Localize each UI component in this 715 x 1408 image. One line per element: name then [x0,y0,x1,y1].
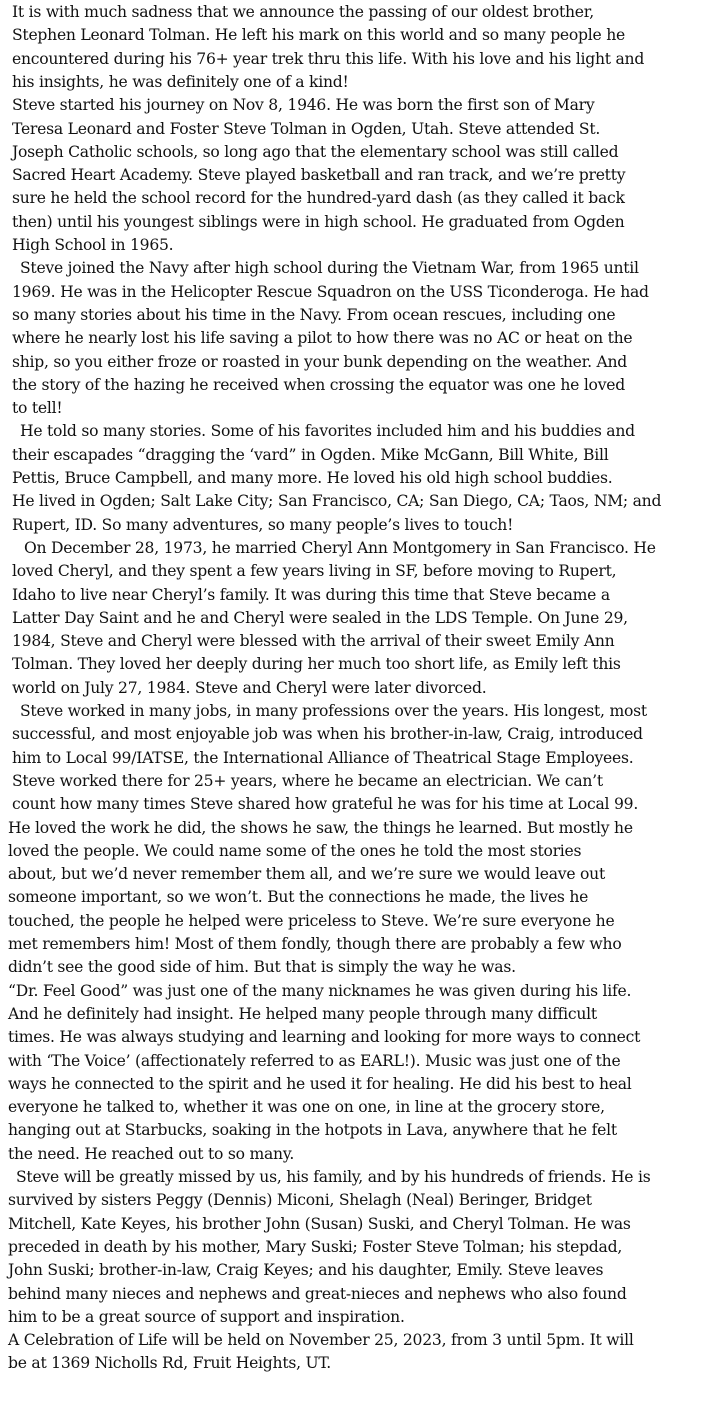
obituary-line: him to Local 99/IATSE, the International Alliance of Theatrical Stage Employees. [12,748,634,767]
obituary-line: sure he held the school record for the hundred-yard dash (as they called it back [12,189,625,208]
obituary-line: Teresa Leonard and Foster Steve Tolman in Ogden, Utah. Steve attended St. [12,119,601,138]
obituary-line: Steve worked in many jobs, in many professions over the years. His longest, most [20,702,647,720]
obituary-line: someone important, so we won’t. But the connections he made, the lives he [8,888,589,907]
obituary-line: 1984, Steve and Cheryl were blessed with the arrival of their sweet Emily Ann [12,632,615,651]
obituary-line: Latter Day Saint and he and Cheryl were sealed in the LDS Temple. On June 29, [12,608,628,627]
obituary-line: behind many nieces and nephews and great-nieces and nephews who also found [8,1284,627,1303]
obituary-line: Steve joined the Navy after high school during the Vietnam War, from 1965 until [20,259,639,278]
obituary-line: his insights, he was definitely one of a kind! [12,72,349,91]
obituary-line: Steve started his journey on Nov 8, 1946. He was born the first son of Mary [12,96,595,115]
obituary-line: about, but we’d never remember them all, and we’re sure we would leave out [8,865,605,884]
obituary-line: He loved the work he did, the shows he saw, the things he learned. But mostly he [8,818,633,837]
obituary-line: times. He was always studying and learning and looking for more ways to connect [8,1028,641,1047]
obituary-line: John Suski; brother-in-law, Craig Keyes; and his daughter, Emily. Steve leaves [8,1261,604,1280]
obituary-line: to tell! [12,399,63,418]
obituary-line: with ‘The Voice’ (affectionately referred to as EARL!). Music was just one of the [8,1051,621,1070]
obituary-line: him to be a great source of support and inspiration. [8,1307,405,1326]
obituary-line: ways he connected to the spirit and he used it for healing. He did his best to heal [8,1074,632,1093]
obituary-line: High School in 1965. [12,236,174,254]
obituary-line: everyone he talked to, whether it was one on one, in line at the grocery store, [8,1098,605,1117]
obituary-line: ship, so you either froze or roasted in your bunk depending on the weather. And [12,352,628,371]
obituary-line: On December 28, 1973, he married Cheryl Ann Montgomery in San Francisco. He [24,538,656,557]
obituary-line: 1969. He was in the Helicopter Rescue Squadron on the USS Ticonderoga. He had [12,282,649,301]
obituary-line: the story of the hazing he received when crossing the equator was one he loved [12,375,625,394]
obituary-line: be at 1369 Nicholls Rd, Fruit Heights, UT. [8,1354,331,1373]
obituary-line: Sacred Heart Academy. Steve played basketball and ran track, and we’re pretty [12,166,626,185]
obituary-line: their escapades “dragging the ‘vard” in Ogden. Mike McGann, Bill White, Bill [12,445,609,464]
obituary-line: touched, the people he helped were priceless to Steve. We’re sure everyone he [8,911,615,930]
obituary-line: count how many times Steve shared how grateful he was for his time at Local 99. [12,795,639,814]
obituary-line: Idaho to live near Cheryl’s family. It was during this time that Steve became a [12,585,610,604]
obituary-line: didn’t see the good side of him. But that is simply the way he was. [8,958,516,977]
obituary-line: Stephen Leonard Tolman. He left his mark on this world and so many people he [12,26,625,45]
obituary-line: then) until his youngest siblings were in high school. He graduated from Ogden [12,212,625,231]
obituary-line: A Celebration of Life will be held on November 25, 2023, from 3 until 5pm. It will [8,1331,634,1350]
obituary-line: met remembers him! Most of them fondly, though there are probably a few who [8,935,622,953]
obituary-line: He told so many stories. Some of his favorites included him and his buddies and [20,422,635,441]
obituary-line: Rupert, ID. So many adventures, so many people’s lives to touch! [12,515,514,534]
obituary-line: where he nearly lost his life saving a pilot to how there was no AC or heat on the [12,329,633,348]
obituary-line: Joseph Catholic schools, so long ago that the elementary school was still called [12,142,619,161]
obituary-line: the need. He reached out to so many. [8,1144,295,1163]
obituary-line: preceded in death by his mother, Mary Suski; Foster Steve Tolman; his stepdad, [8,1237,623,1256]
obituary-line: It is with much sadness that we announce the passing of our oldest brother, [12,3,594,21]
obituary-line: loved Cheryl, and they spent a few years living in SF, before moving to Rupert, [12,562,617,581]
obituary-line: world on July 27, 1984. Steve and Cheryl were later divorced. [12,678,487,697]
obituary-line: survived by sisters Peggy (Dennis) Miconi, Shelagh (Neal) Beringer, Bridget [8,1191,592,1210]
obituary-line: successful, and most enjoyable job was when his brother-in-law, Craig, introduced [12,725,643,744]
obituary-line: “Dr. Feel Good” was just one of the many nicknames he was given during his life. [8,981,632,1000]
obituary-line: Tolman. They loved her deeply during her much too short life, as Emily left this [12,655,621,674]
obituary-line: loved the people. We could name some of the ones he told the most stories [8,841,582,860]
obituary-line: encountered during his 76+ year trek thru this life. With his love and his light and [12,49,645,68]
obituary-line: so many stories about his time in the Navy. From ocean rescues, including one [12,305,616,324]
obituary-line: Pettis, Bruce Campbell, and many more. He loved his old high school buddies. [12,469,613,487]
obituary-line: Steve worked there for 25+ years, where he became an electrician. We can’t [12,771,603,790]
obituary-line: Steve will be greatly missed by us, his family, and by his hundreds of friends. He is [16,1168,651,1186]
obituary-line: And he definitely had insight. He helped many people through many difficult [8,1004,597,1023]
obituary-line: He lived in Ogden; Salt Lake City; San Francisco, CA; San Diego, CA; Taos, NM; and [12,492,662,511]
obituary-line: Mitchell, Kate Keyes, his brother John (Susan) Suski, and Cheryl Tolman. He was [8,1214,631,1233]
obituary-line: hanging out at Starbucks, soaking in the hotpots in Lava, anywhere that he felt [8,1121,617,1140]
